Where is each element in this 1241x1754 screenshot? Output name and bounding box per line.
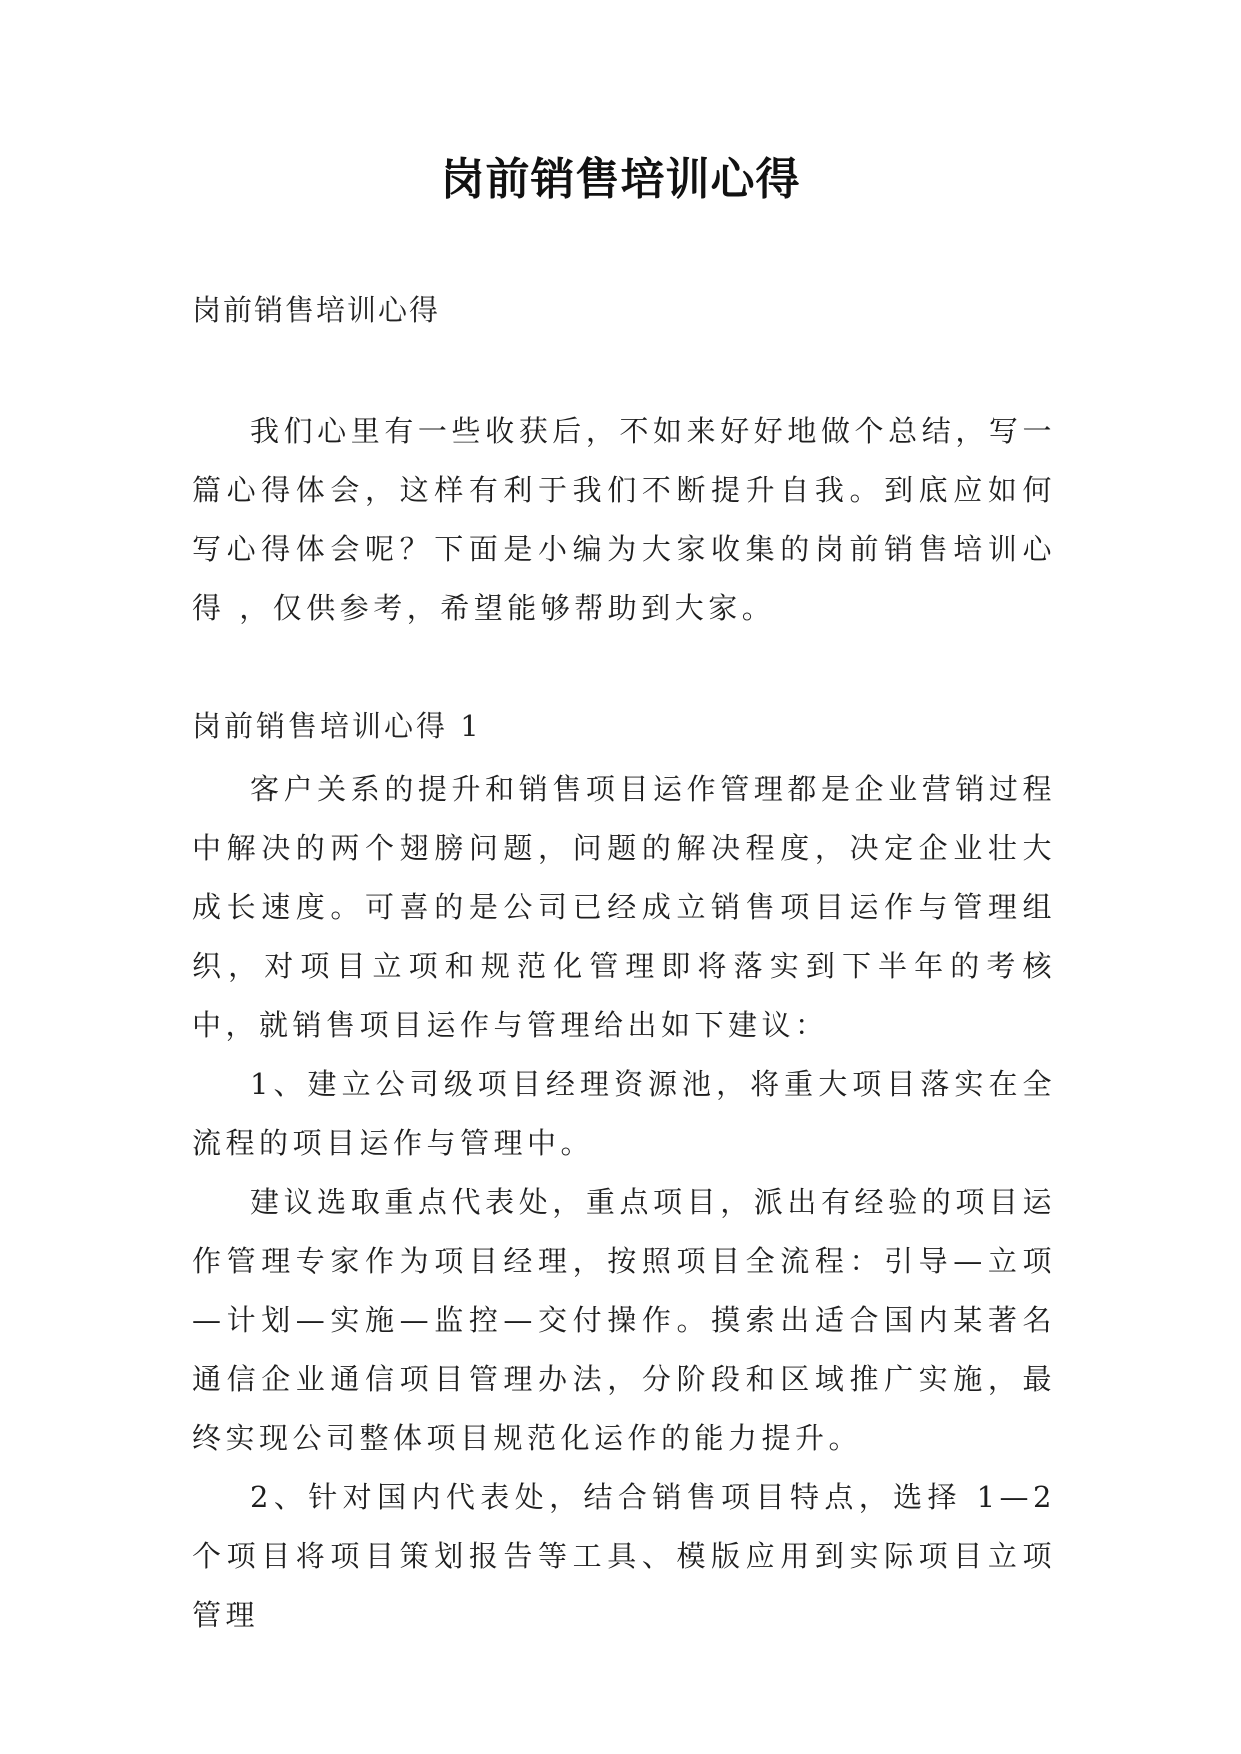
body-paragraph: 客户关系的提升和销售项目运作管理都是企业营销过程中解决的两个翅膀问题，问题的解决程度，决定企业壮大成长速度。可喜的是公司已经成立销售项目运作与管理组织，对项目立项和规范化管理即将落实到下半年的考核中，就销售项目运作与管理给出如下建议：: [192, 772, 1056, 1042]
document-subtitle: 岗前销售培训心得: [192, 293, 441, 327]
document-title: 岗前销售培训心得: [440, 154, 801, 205]
body-paragraph: 1、建立公司级项目经理资源池，将重大项目落实在全流程的项目运作与管理中。: [192, 1067, 1056, 1160]
intro-paragraph: 我们心里有一些收获后，不如来好好地做个总结，写一篇心得体会，这样有利于我们不断提升自我。到底应如何写心得体会呢？下面是小编为大家收集的岗前销售培训心得 ，仅供参考，希望能够帮助到大家。: [192, 414, 1056, 625]
body-paragraph: 建议选取重点代表处，重点项目，派出有经验的项目运作管理专家作为项目经理，按照项目全流程：引导—立项—计划—实施—监控—交付操作。摸索出适合国内某著名通信企业通信项目管理办法，分阶段和区域推广实施，最终实现公司整体项目规范化运作的能力提升。: [192, 1185, 1056, 1455]
section-heading: 岗前销售培训心得 1: [192, 709, 482, 743]
body-paragraph: 2、针对国内代表处，结合销售项目特点，选择 1—2 个项目将项目策划报告等工具、模版应用到实际项目立项管理: [192, 1480, 1056, 1632]
intro-block: [192, 402, 1056, 638]
section-body: [192, 760, 1056, 1645]
